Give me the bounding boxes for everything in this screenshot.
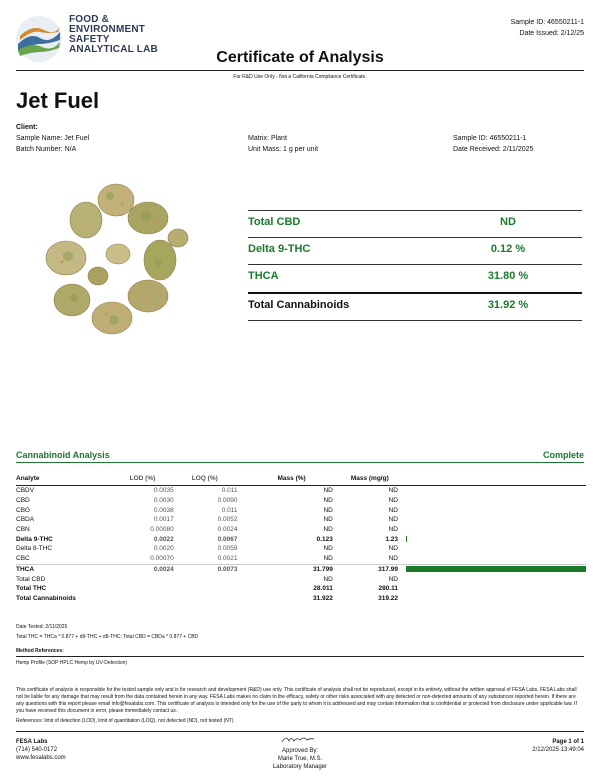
table-row: [16, 515, 586, 525]
total-formula: Total THC = THCa * 0.877 + d9-THC + d8-THC; Total CBD = CBDa * 0.877 + CBD: [16, 634, 199, 640]
table-row: [16, 554, 586, 564]
cell-mass-mg: ND: [388, 497, 398, 505]
table-row: [16, 505, 586, 515]
cell-lod: 0.0022: [153, 535, 174, 543]
approver-name: Marie True, M.S.: [277, 756, 323, 762]
analysis-rule: [16, 462, 584, 463]
cell-mass-pct: ND: [323, 497, 333, 505]
lab-name-line: ENVIRONMENT: [69, 24, 146, 35]
table-row: [16, 564, 586, 574]
cell-bar: [398, 505, 586, 515]
cell-analyte: CBDA: [16, 516, 35, 524]
summary-value: ND: [500, 216, 516, 228]
cell-mass-mg: ND: [388, 575, 398, 583]
footer-company: FESA Labs: [16, 739, 48, 745]
mass-bar: [406, 566, 586, 572]
lab-name-line: SAFETY: [69, 34, 110, 45]
cell-mass-pct: ND: [323, 487, 333, 495]
header-date-issued: Date Issued: 2/12/25: [519, 30, 584, 37]
footer-web: www.fesalabs.com: [16, 755, 66, 761]
summary-label: THCA: [248, 270, 279, 282]
cell-mass-pct: 31.922: [312, 594, 333, 602]
cell-bar: [398, 534, 586, 544]
header-meta: [511, 17, 584, 39]
divider: [16, 731, 584, 732]
cell-analyte: CBDV: [16, 487, 35, 495]
cell-loq: 0.0067: [217, 535, 238, 543]
footer-page-info: [532, 738, 584, 754]
cell-mass-mg: 1.23: [385, 535, 398, 543]
method-text: Hemp Profile (SOP HPLC Hemp by UV-Detection): [16, 660, 128, 666]
rd-use-note: For R&D Use Only - Not a California Compliance Certificate.: [233, 74, 367, 80]
cell-bar: [398, 594, 586, 604]
col-lod: LOD (%): [116, 474, 174, 486]
test-notes: [16, 622, 198, 642]
table-row: [16, 544, 586, 554]
matrix-info: [248, 133, 318, 155]
cell-lod: 0.0017: [153, 516, 174, 524]
mass-bar: [406, 536, 407, 542]
table-row: [16, 574, 586, 584]
cell-lod: 0.00070: [116, 554, 174, 564]
matrix: Matrix: Plant: [248, 135, 287, 142]
cell-lod: [116, 574, 174, 584]
cell-mass-pct: ND: [323, 545, 333, 553]
cell-analyte: CBG: [16, 506, 31, 514]
signature: [280, 734, 320, 744]
cell-bar: [398, 564, 586, 574]
cell-bar: [398, 544, 586, 554]
cell-loq: 0.0073: [217, 565, 238, 573]
cell-mass-pct: ND: [323, 516, 333, 524]
cell-lod: 0.0035: [153, 487, 174, 495]
cell-bar: [398, 496, 586, 506]
approver-role: Laboratory Manager: [272, 764, 328, 770]
cell-mass-mg: ND: [388, 545, 398, 553]
divider: [16, 70, 584, 71]
cell-bar: [398, 554, 586, 564]
cell-mass-mg: 280.11: [378, 585, 398, 593]
cell-analyte: Delta 9-THC: [16, 535, 53, 543]
table-row: [16, 584, 586, 594]
cell-analyte: Total CBD: [16, 575, 46, 583]
cell-mass-pct: 0.123: [316, 535, 333, 543]
cell-loq: 0.0052: [217, 516, 238, 524]
cell-analyte: Total THC: [16, 585, 47, 593]
footer-timestamp: 2/12/2025 13:49:04: [532, 747, 584, 753]
cell-loq: 0.0024: [217, 526, 238, 534]
analysis-status: Complete: [542, 450, 584, 460]
sample-name: Sample Name: Jet Fuel: [16, 135, 90, 142]
references: References: limit of detection (LOD), limit of quantitation (LOQ), not detected (ND), not tested (NT): [16, 718, 234, 724]
cell-loq: [174, 594, 238, 604]
sample-info: [453, 133, 533, 155]
cell-analyte: CBC: [16, 554, 116, 564]
cell-mass-mg: ND: [388, 487, 398, 495]
cell-bar: [398, 515, 586, 525]
header-sample-id: Sample ID: 46550211-1: [510, 19, 584, 26]
cell-mass-pct: ND: [323, 575, 333, 583]
table-row: [16, 486, 586, 496]
cell-mass-pct: ND: [238, 554, 333, 564]
cell-lod: 0.0020: [153, 545, 174, 553]
cell-mass-mg: ND: [333, 554, 398, 564]
method-title: Method References:: [16, 648, 64, 654]
approved-by-label: Approved By:: [281, 748, 319, 754]
cell-analyte: Delta 8-THC: [16, 545, 53, 553]
cell-loq: 0.011: [221, 487, 238, 495]
footer-phone: (714) 540-0172: [16, 747, 58, 753]
summary-value: 0.12 %: [490, 243, 526, 255]
date-received: Date Received: 2/11/2025: [453, 146, 534, 153]
cell-bar: [398, 525, 586, 535]
table-row: [16, 525, 586, 535]
summary-label: Total Cannabinoids: [248, 299, 350, 311]
cell-mass-mg: ND: [388, 526, 398, 534]
col-mass-pct: Mass (%): [238, 474, 333, 486]
summary-value: 31.92 %: [487, 299, 529, 311]
cell-lod: 0.00080: [150, 526, 174, 534]
sample-id: Sample ID: 46550211-1: [453, 135, 527, 142]
cell-mass-mg: ND: [388, 516, 398, 524]
cell-mass-pct: ND: [323, 506, 333, 514]
cell-loq: 0.0021: [174, 554, 238, 564]
lab-name-line: ANALYTICAL LAB: [69, 44, 158, 55]
summary-rule: [248, 320, 582, 321]
cell-mass-mg: 319.22: [378, 594, 398, 602]
summary-delta9-thc: [248, 238, 582, 262]
cell-lod: [116, 584, 174, 594]
batch-number: Batch Number: N/A: [16, 146, 77, 153]
client-info: [16, 122, 89, 155]
analysis-title: Cannabinoid Analysis: [16, 450, 110, 460]
lab-name-line: FOOD &: [69, 14, 110, 25]
cell-lod: 0.0038: [153, 506, 174, 514]
col-loq: LOQ (%): [174, 474, 238, 486]
summary-total-cbd: [248, 211, 582, 235]
cell-mass-mg: ND: [388, 506, 398, 514]
product-name: Jet Fuel: [16, 88, 100, 113]
disclaimer: This certificate of analysis is responsible for the tested sample only and is for research and development (R&D) use only. This certificate of analysis shall not be reproduced, except in its entirety, without the written approval of FESA Labs. FESA Labs shall not be liable for any damage that may result from the data contained herein in any way. FESA Labs makes no claim to the efficacy, safety or other risks associated with any detected or non-detected amounts of any substances reported herein. If there are any questions with this report please email info@fesalabs.com. This certificate of analysis is intended only for the use of the party to whom it is addressed and may contain information that is confidential or protected from disclosure under applicable law. If you have received this document in error, please immediately contact us.: [16, 687, 577, 714]
cell-analyte: Total Cannabinoids: [16, 594, 76, 602]
cell-loq: [174, 574, 238, 584]
page-number: Page 1 of 1: [552, 739, 584, 745]
cell-analyte: THCA: [16, 565, 35, 573]
date-tested: Date Tested: 2/11/2025: [16, 624, 68, 630]
page-title: Certificate of Analysis: [216, 49, 384, 66]
cell-loq: 0.011: [221, 506, 238, 514]
table-header-row: [16, 474, 586, 486]
cell-mass-pct: 31.799: [312, 565, 333, 573]
unit-mass: Unit Mass: 1 g per unit: [248, 146, 319, 153]
cell-lod: 0.0024: [153, 565, 174, 573]
cell-lod: 0.0030: [153, 497, 174, 505]
col-mass-mg: Mass (mg/g): [333, 474, 398, 486]
cell-bar: [398, 584, 586, 594]
cell-loq: 0.0090: [217, 497, 238, 505]
cell-bar: [398, 486, 586, 496]
col-bar: [398, 474, 586, 486]
summary-total-cannabinoids: [248, 294, 582, 318]
summary-label: Total CBD: [248, 216, 301, 228]
summary-label: Delta 9-THC: [248, 243, 311, 255]
cell-mass-pct: ND: [323, 526, 333, 534]
table-row: [16, 594, 586, 604]
sample-photo: [28, 178, 198, 353]
divider: [16, 656, 584, 657]
cannabinoid-table: [16, 474, 586, 603]
footer-approval: [0, 734, 600, 771]
cell-mass-pct: 28.011: [313, 585, 333, 593]
table-row: [16, 534, 586, 544]
cell-analyte: CBN: [16, 526, 30, 534]
cell-bar: [398, 574, 586, 584]
cell-lod: [116, 594, 174, 604]
cell-mass-mg: 317.99: [378, 565, 398, 573]
summary-thca: [248, 265, 582, 289]
table-row: [16, 496, 586, 506]
summary-value: 31.80 %: [487, 270, 529, 282]
cell-loq: 0.0059: [217, 545, 238, 553]
cell-loq: [174, 584, 238, 594]
cell-analyte: CBD: [16, 497, 30, 505]
col-analyte: Analyte: [16, 474, 116, 486]
client-label: Client:: [16, 124, 38, 131]
